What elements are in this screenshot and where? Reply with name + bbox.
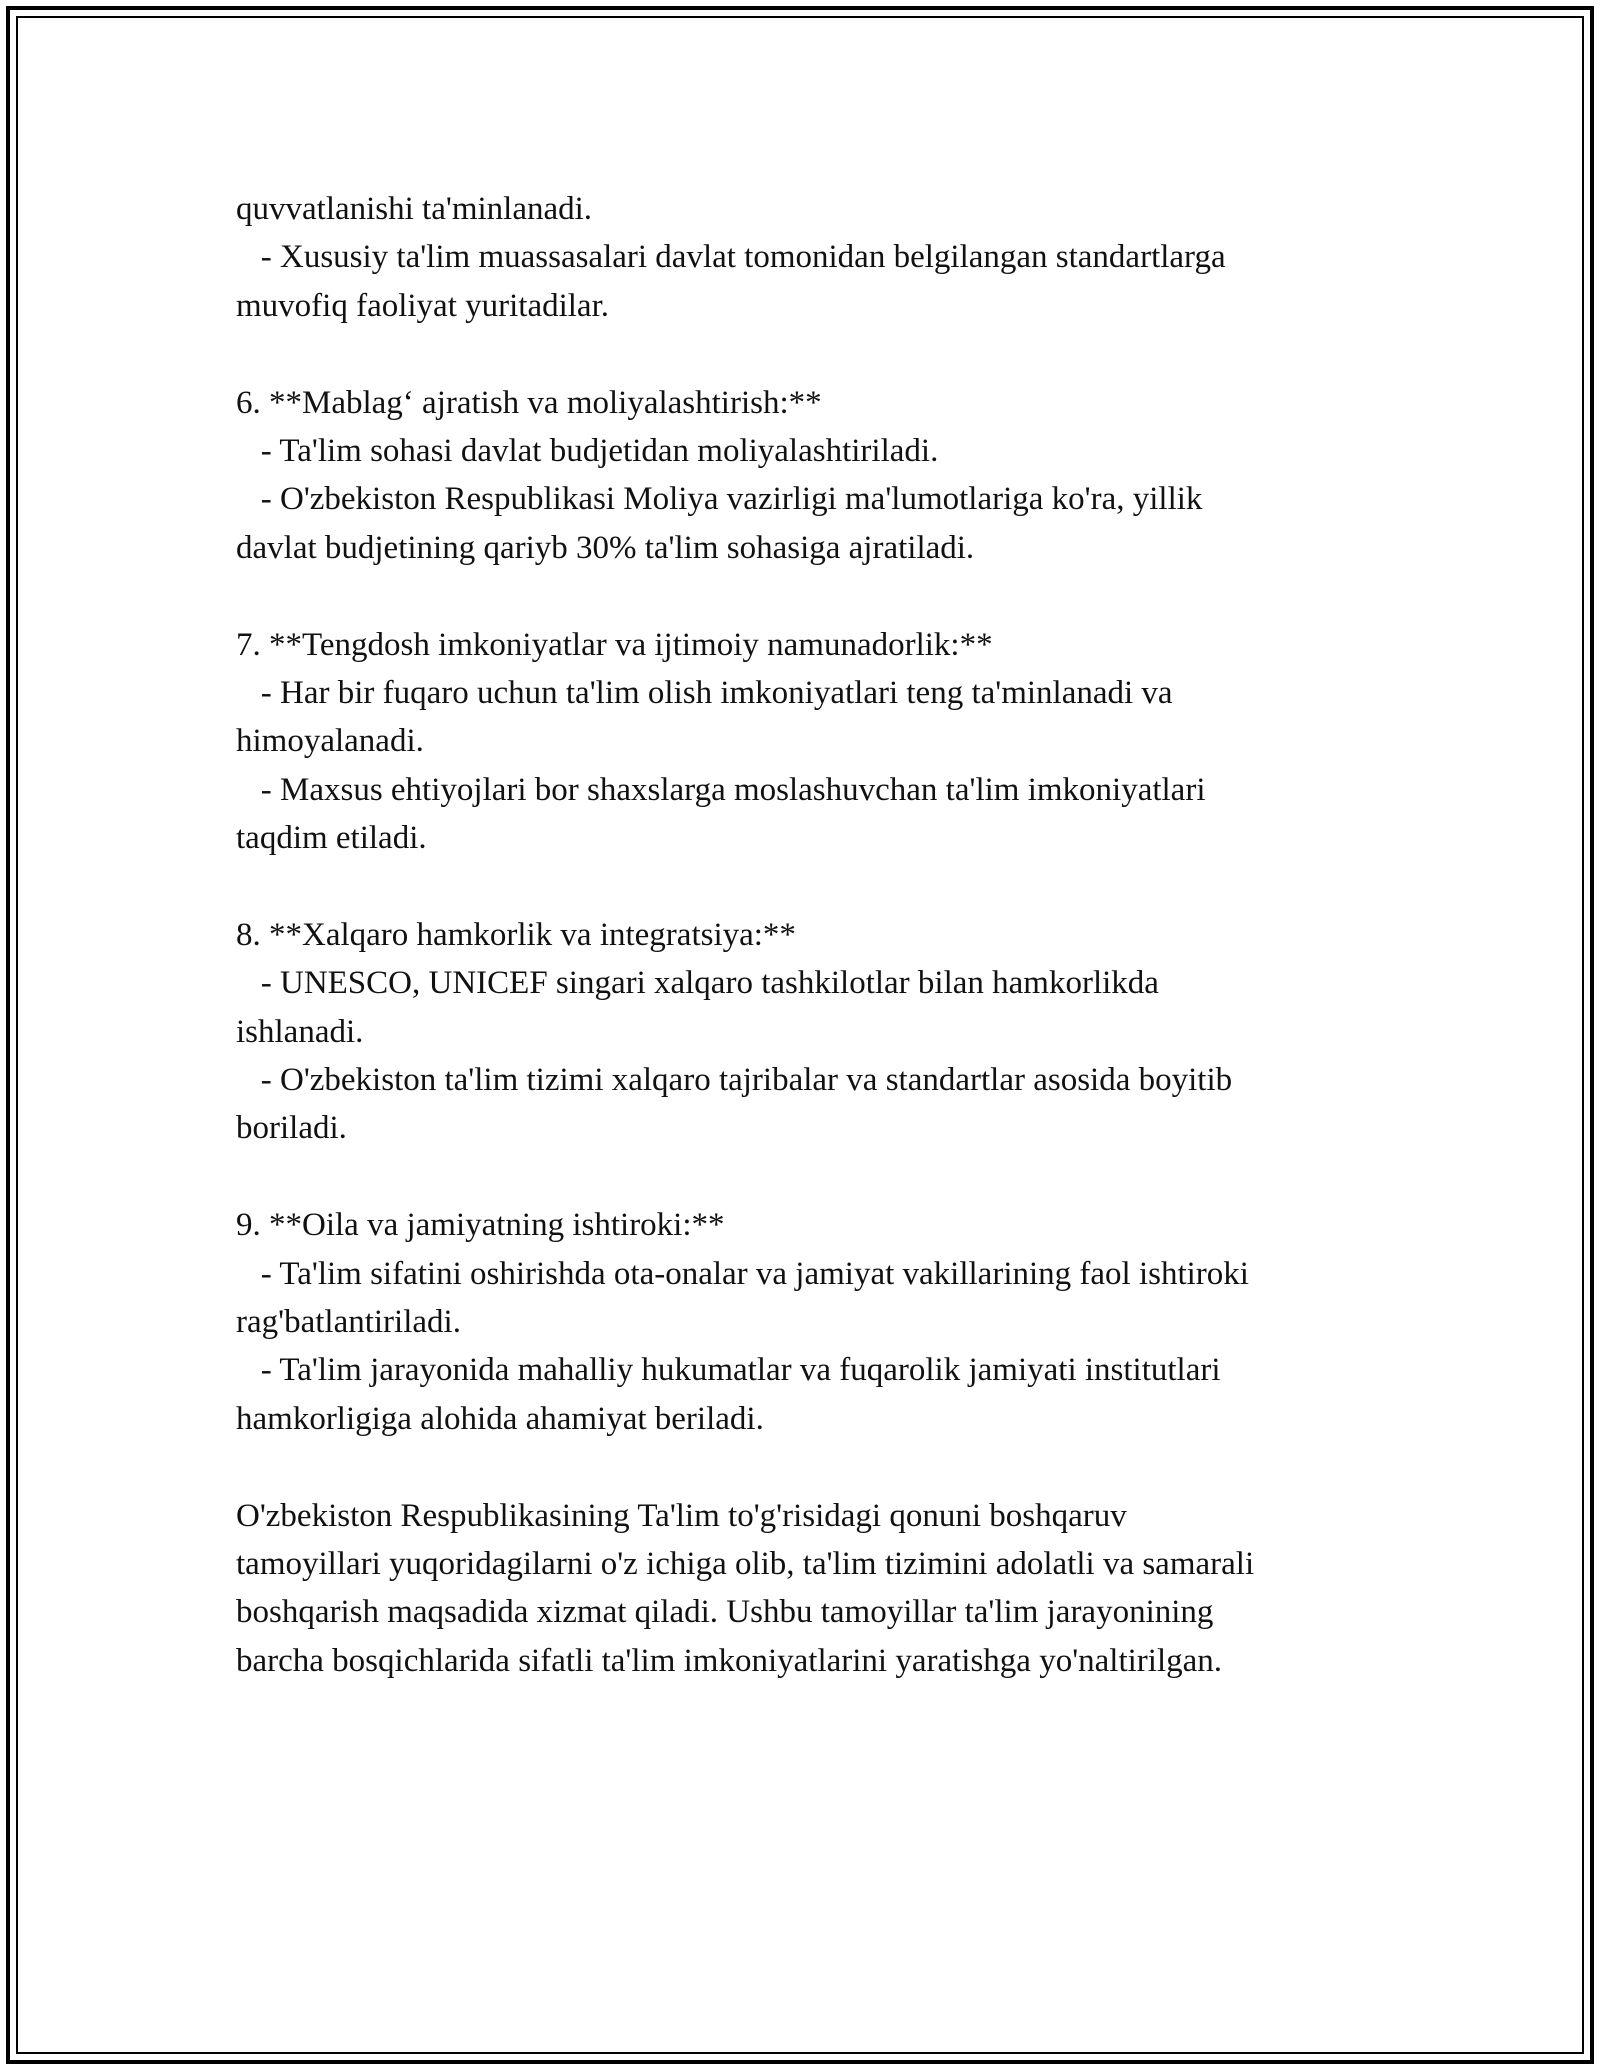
text-line: ishlanadi. xyxy=(236,1013,364,1050)
text-line: taqdim etiladi. xyxy=(236,820,427,857)
text-line: davlat budjetining qariyb 30% ta'lim sohasiga ajratiladi. xyxy=(236,529,975,566)
text-line: - UNESCO, UNICEF singari xalqaro tashkilotlar bilan hamkorlikda xyxy=(236,965,1159,1002)
conclusion-paragraph xyxy=(236,1492,1396,1686)
text-line: quvvatlanishi ta'minlanadi. xyxy=(236,191,593,227)
section-7-equal-opportunities xyxy=(236,621,1396,863)
text-line: O'zbekiston Respublikasining Ta'lim to'g'risidagi qonuni boshqaruv xyxy=(236,1497,1127,1534)
paragraph-gap xyxy=(236,1153,1396,1201)
section-heading: 9. **Oila va jamiyatning ishtiroki:** xyxy=(236,1207,725,1244)
text-line: - Xususiy ta'lim muassasalari davlat tomonidan belgilangan standartlarga xyxy=(236,239,1226,276)
paragraph-gap xyxy=(236,572,1396,620)
section-6-funding xyxy=(236,379,1396,573)
text-line: boshqarish maqsadida xizmat qiladi. Ushbu tamoyillar ta'lim jarayonining xyxy=(236,1594,1214,1631)
paragraph-gap xyxy=(236,1443,1396,1491)
text-block-intro-continuation xyxy=(236,185,1396,330)
text-line: - Ta'lim jarayonida mahalliy hukumatlar va fuqarolik jamiyati institutlari xyxy=(236,1352,1221,1389)
text-line: himoyalanadi. xyxy=(236,723,424,760)
text-line: - Ta'lim sifatini oshirishda ota-onalar va jamiyat vakillarining faol ishtiroki xyxy=(236,1255,1249,1292)
text-line: muvofiq faoliyat yuritadilar. xyxy=(236,287,609,324)
section-9-family-community xyxy=(236,1201,1396,1443)
document-body xyxy=(236,185,1396,1685)
text-line: hamkorligiga alohida ahamiyat beriladi. xyxy=(236,1400,764,1437)
text-line: rag'batlantiriladi. xyxy=(236,1303,461,1340)
section-8-international-cooperation xyxy=(236,911,1396,1153)
paragraph-gap xyxy=(236,330,1396,378)
section-heading: 6. **Mablag‘ ajratish va moliyalashtirish:** xyxy=(236,384,822,421)
text-line: - Har bir fuqaro uchun ta'lim olish imkoniyatlari teng ta'minlanadi va xyxy=(236,674,1173,711)
text-line: - O'zbekiston ta'lim tizimi xalqaro tajribalar va standartlar asosida boyitib xyxy=(236,1062,1233,1099)
paragraph-gap xyxy=(236,862,1396,910)
text-line: - O'zbekiston Respublikasi Moliya vazirligi ma'lumotlariga ko'ra, yillik xyxy=(236,481,1203,518)
text-line: - Maxsus ehtiyojlari bor shaxslarga moslashuvchan ta'lim imkoniyatlari xyxy=(236,771,1206,808)
text-line: barcha bosqichlarida sifatli ta'lim imkoniyatlarini yaratishga yo'naltirilgan. xyxy=(236,1642,1223,1679)
text-line: boriladi. xyxy=(236,1110,347,1147)
section-heading: 8. **Xalqaro hamkorlik va integratsiya:** xyxy=(236,916,796,953)
section-heading: 7. **Tengdosh imkoniyatlar va ijtimoiy namunadorlik:** xyxy=(236,626,993,663)
text-line: tamoyillari yuqoridagilarni o'z ichiga olib, ta'lim tizimini adolatli va samarali xyxy=(236,1545,1255,1582)
text-line: - Ta'lim sohasi davlat budjetidan moliyalashtiriladi. xyxy=(236,432,939,469)
